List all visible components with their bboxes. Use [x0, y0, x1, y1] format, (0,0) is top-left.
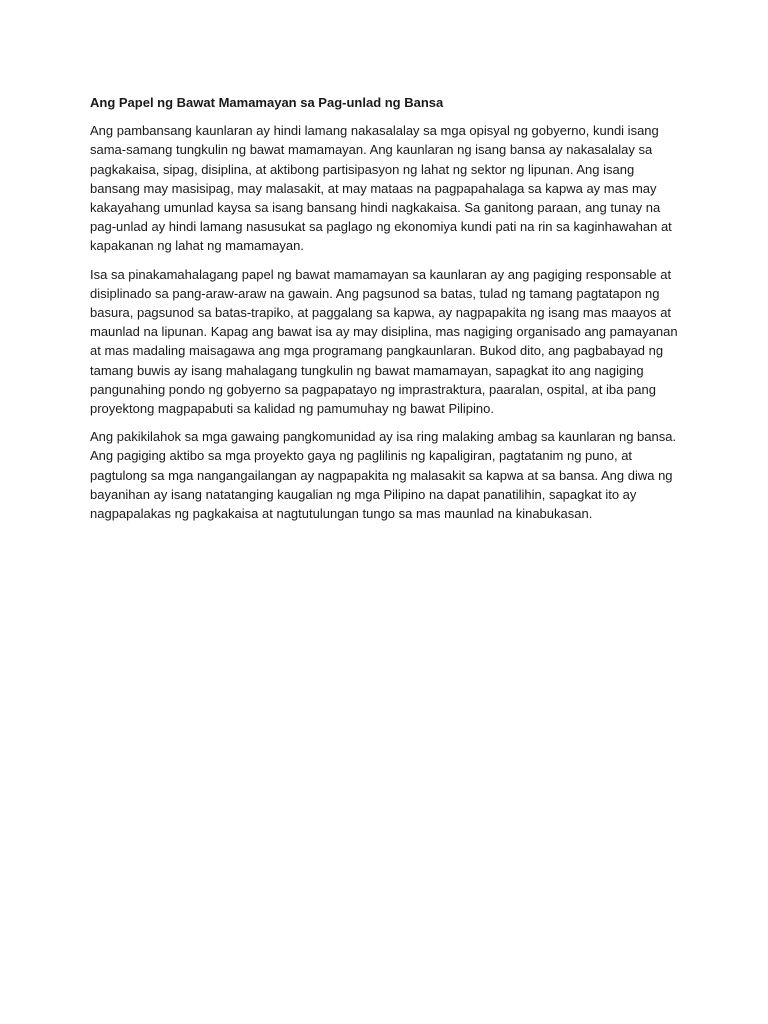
document-title: Ang Papel ng Bawat Mamamayan sa Pag-unlad ng Bansa	[90, 95, 444, 110]
paragraph-1: Ang pambansang kaunlaran ay hindi lamang nakasalalay sa mga opisyal ng gobyerno, kundi isang sama-samang tungkulin ng bawat mamamayan. Ang kaunlaran ng isang bansa ay nakasalalay sa pagkakaisa, sipag, disiplina, at aktibong partisipasyon ng lahat ng sektor ng lipunan. Ang isang bansang may masisipag, may malasakit, at may mataas na pagpapahalaga sa kapwa ay mas may kakayahang umunlad kaysa sa isang bansang hindi nagkakaisa. Sa ganitong paraan, ang tunay na pag-unlad ay hindi lamang nasusukat sa paglago ng ekonomiya kundi pati na rin sa kaginhawahan at kapakanan ng lahat ng mamamayan.	[90, 123, 672, 254]
paragraph-3: Ang pakikilahok sa mga gawaing pangkomunidad ay isa ring malaking ambag sa kaunlaran ng bansa. Ang pagiging aktibo sa mga proyekto gaya ng paglilinis ng kapaligiran, pagtatanim ng puno, at pagtulong sa mga nangangailangan ay nagpapakita ng malasakit sa kapwa at sa bansa. Ang diwa ng bayanihan ay isang natatanging kaugalian ng mga Pilipino na dapat panatilihin, sapagkat ito ay nagpapalakas ng pagkakaisa at nagtutulungan tungo sa mas maunlad na kinabukasan.	[90, 429, 677, 522]
document-body	[90, 93, 680, 532]
paragraph-2: Isa sa pinakamahalagang papel ng bawat mamamayan sa kaunlaran ay ang pagiging responsable at disiplinado sa pang-araw-araw na gawain. Ang pagsunod sa batas, tulad ng tamang pagtatapon ng basura, pagsunod sa batas-trapiko, at paggalang sa kapwa, ay nagpapakita ng isang mas maayos at maunlad na lipunan. Kapag ang bawat isa ay may disiplina, mas nagiging organisado ang pamayanan at mas madaling maisagawa ang mga programang pangkaunlaran. Bukod dito, ang pagbabayad ng tamang buwis ay isang mahalagang tungkulin ng bawat mamamayan, sapagkat ito ang nagiging pangunahing pondo ng gobyerno sa pagpapatayo ng imprastraktura, paaralan, ospital, at iba pang proyektong magpapabuti sa kalidad ng pamumuhay ng bawat Pilipino.	[90, 266, 678, 417]
